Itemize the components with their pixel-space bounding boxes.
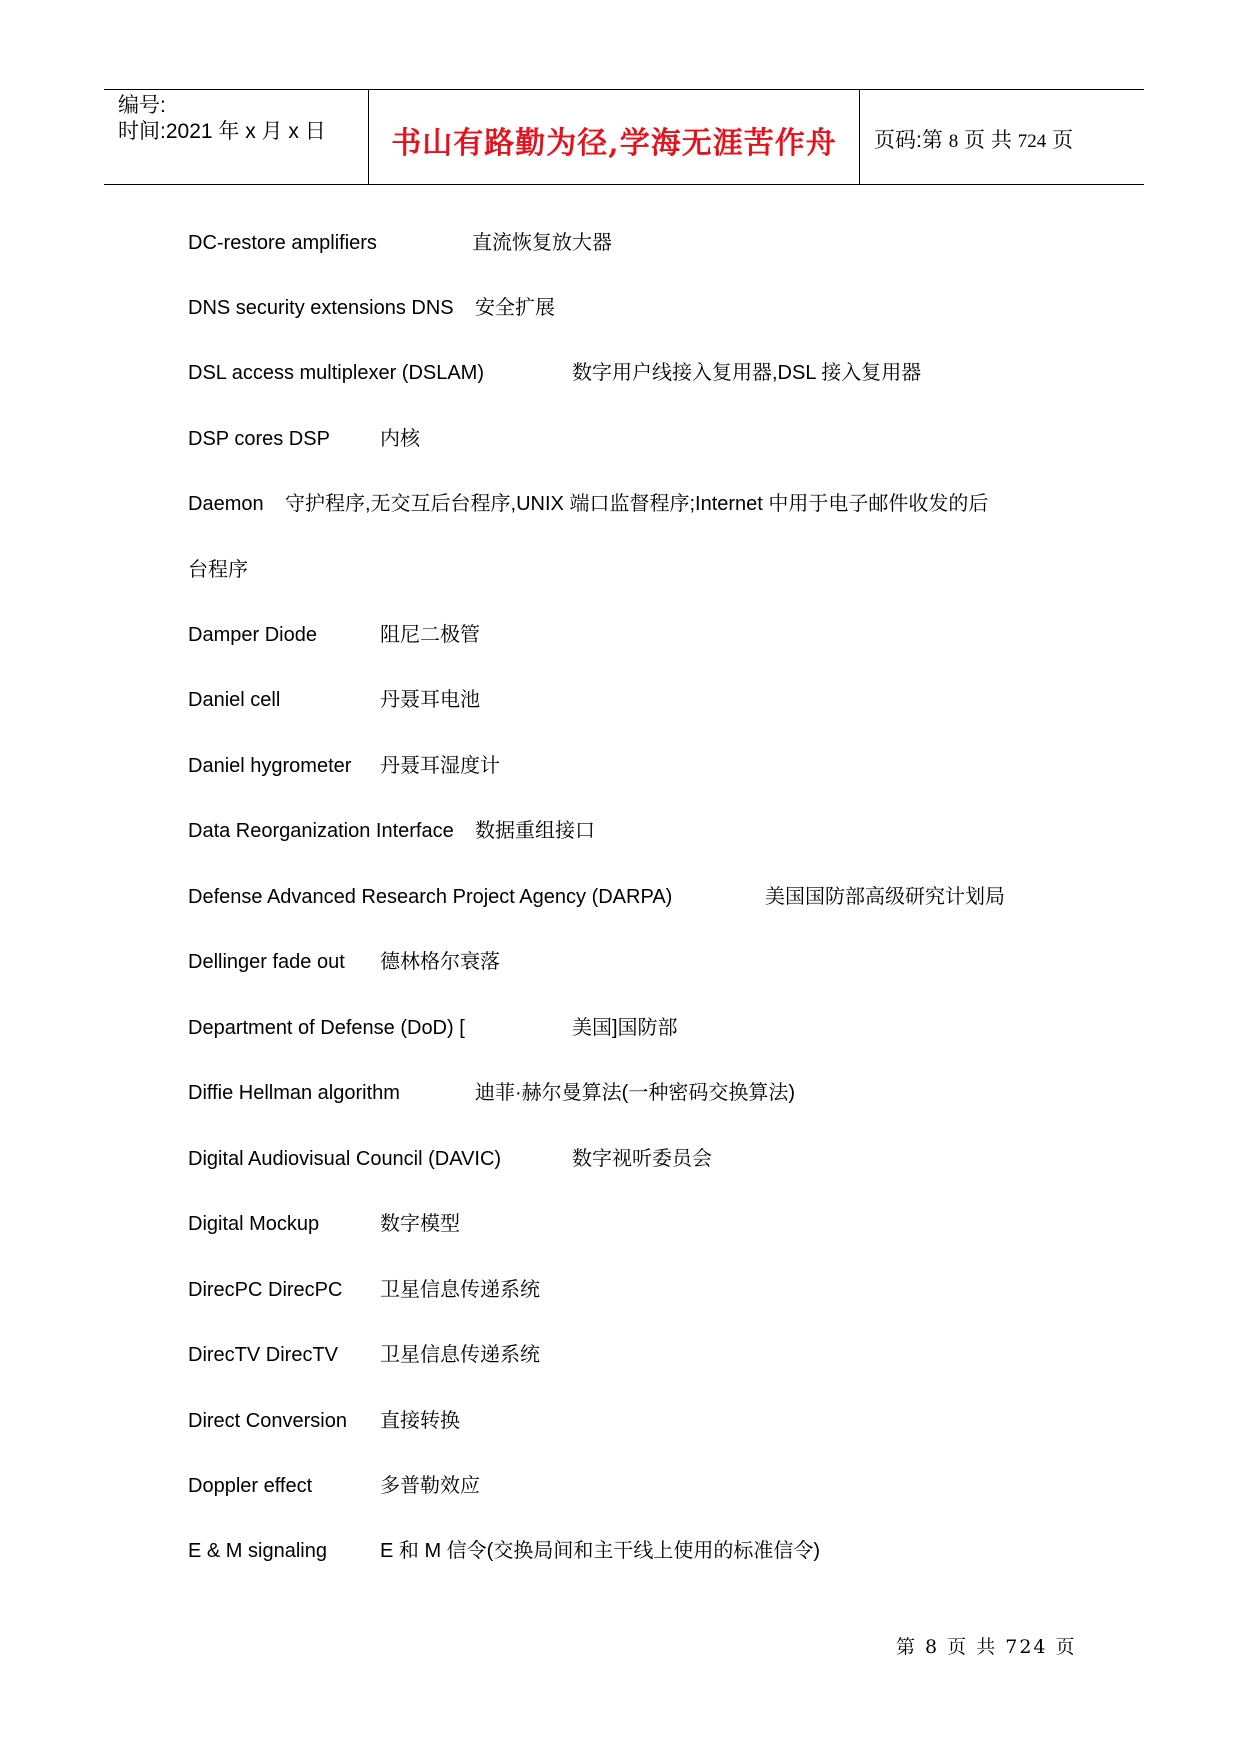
entry-term: DirecPC DirecPC <box>188 1279 343 1301</box>
page-label: 页码:第 <box>874 129 943 152</box>
header-page-cell <box>860 90 1144 184</box>
entry-definition: 卫星信息传递系统 <box>380 1279 540 1301</box>
entry-definition: E 和 M 信令(交换局间和主干线上使用的标准信令) <box>380 1540 820 1562</box>
entry-definition: 阻尼二极管 <box>380 624 480 646</box>
entry-definition: 卫星信息传递系统 <box>380 1344 540 1366</box>
page-number: 8 <box>948 131 959 152</box>
page-total: 724 <box>1017 131 1047 152</box>
entry-term: DNS security extensions DNS <box>188 297 454 319</box>
header-page-info <box>874 124 1073 154</box>
entry-term: Dellinger fade out <box>188 951 345 973</box>
entry-term: DSL access multiplexer (DSLAM) <box>188 362 485 384</box>
entry-definition: 丹聂耳湿度计 <box>380 755 500 777</box>
header-slogan: 书山有路勤为径,学海无涯苦作舟 <box>391 126 837 161</box>
entry-definition: 迪菲·赫尔曼算法(一种密码交换算法) <box>475 1082 795 1104</box>
entry-definition: 直流恢复放大器 <box>472 232 612 254</box>
page-footer: 第 8 页 共 724 页 <box>896 1636 1077 1658</box>
entry-definition: 美国]国防部 <box>572 1017 678 1039</box>
entry-definition: 守护程序,无交互后台程序,UNIX 端口监督程序;Internet 中用于电子邮件收发的后 <box>285 493 989 515</box>
header-meta-cell <box>104 90 368 184</box>
entry-term: Digital Audiovisual Council (DAVIC) <box>188 1148 502 1170</box>
entry-definition: 数字模型 <box>380 1213 460 1235</box>
entry-term: Damper Diode <box>188 624 317 646</box>
document-time-label: 时间:2021 年 x 月 x 日 <box>118 120 326 143</box>
entry-definition: 数字视听委员会 <box>572 1148 712 1170</box>
entry-term: Daemon <box>188 493 264 515</box>
entry-definition: 数据重组接口 <box>475 820 595 842</box>
entry-term: DirecTV DirecTV <box>188 1344 339 1366</box>
document-number-label: 编号: <box>118 94 166 117</box>
entry-term: Doppler effect <box>188 1475 313 1497</box>
entry-term: Defense Advanced Research Project Agency (DARPA) <box>188 886 673 908</box>
entry-term: Diffie Hellman algorithm <box>188 1082 400 1104</box>
entry-term: Digital Mockup <box>188 1213 320 1235</box>
entry-term: Data Reorganization Interface <box>188 820 454 842</box>
entry-definition-continuation: 台程序 <box>188 559 248 581</box>
entry-definition: 直接转换 <box>380 1410 460 1432</box>
entry-term: Daniel cell <box>188 689 281 711</box>
page-header <box>104 89 1144 185</box>
entry-term: DSP cores DSP <box>188 428 330 450</box>
entry-term: DC-restore amplifiers <box>188 232 377 254</box>
entry-definition: 安全扩展 <box>475 297 555 319</box>
entry-definition: 德林格尔衰落 <box>380 951 500 973</box>
entry-definition: 内核 <box>380 428 420 450</box>
page-end-label: 页 <box>1052 129 1074 152</box>
entry-term: Daniel hygrometer <box>188 755 352 777</box>
header-slogan-cell <box>368 90 860 184</box>
entry-definition: 多普勒效应 <box>380 1475 480 1497</box>
entry-term: Department of Defense (DoD) [ <box>188 1017 465 1039</box>
entry-definition: 数字用户线接入复用器,DSL 接入复用器 <box>572 362 922 384</box>
entry-definition: 美国国防部高级研究计划局 <box>765 886 1005 908</box>
entry-term: E & M signaling <box>188 1540 327 1562</box>
page-mid-label: 页 共 <box>964 129 1012 152</box>
entry-term: Direct Conversion <box>188 1410 347 1432</box>
entry-definition: 丹聂耳电池 <box>380 689 480 711</box>
